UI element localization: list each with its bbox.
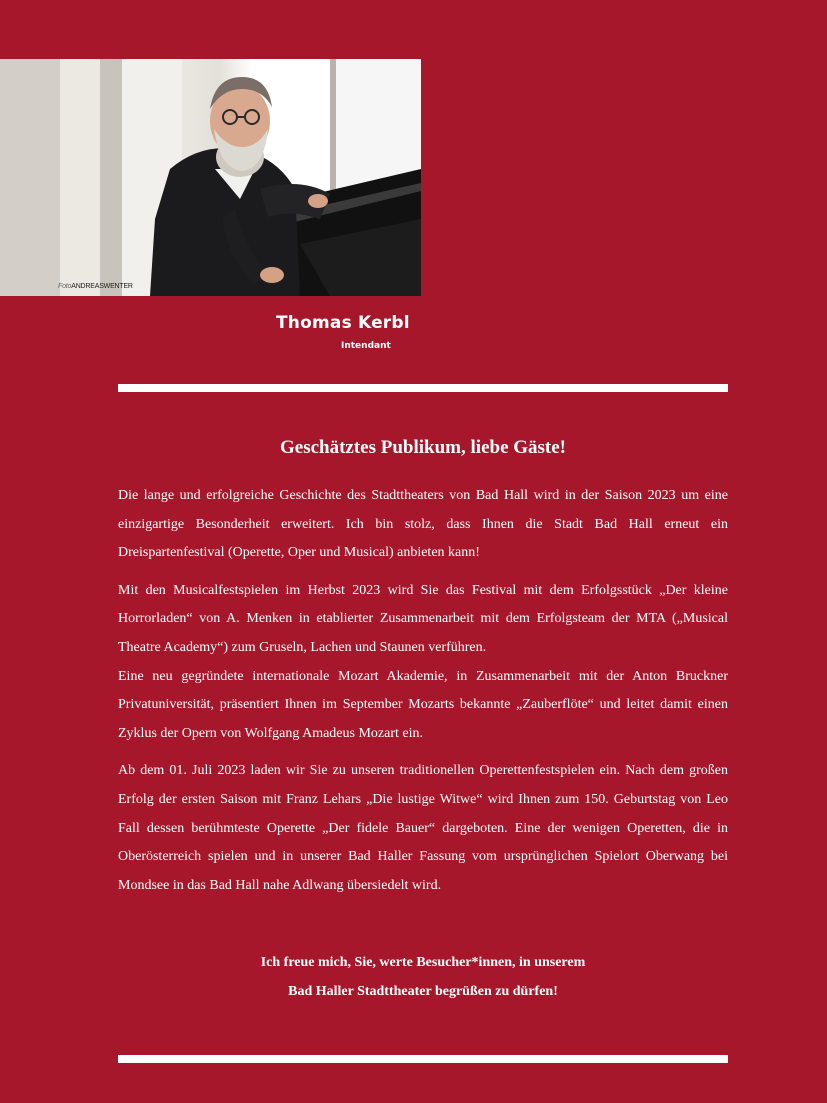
photo-credit (58, 283, 133, 290)
closing-line-2: Bad Haller Stadttheater begrüßen zu dürfen! (288, 984, 558, 999)
letter-paragraph: Eine neu gegründete internationale Mozart Akademie, in Zusammenarbeit mit der Anton Bruckner Privatuniversität, präsentiert Ihnen im September Mozarts bekannte „Zauberflöte“ und leitet damit einen Zyklus der Opern von Wolfgang Amadeus Mozart ein. (118, 668, 728, 741)
letter-paragraph: Ab dem 01. Juli 2023 laden wir Sie zu unseren traditionellen Operettenfestspielen ein. Nach dem großen Erfolg der ersten Saison mit Franz Lehars „Die lustige Witwe“ wird Ihnen zum 150. Geburtstag von Leo Fall dessen berühmteste Operette „Der fidele Bauer“ dargeboten. Eine der wenigen Operetten, die in Oberösterreich spielen und in unserer Bad Haller Fassung vom ursprünglichen Spielort Oberwang bei Mondsee in das Bad Hall nahe Adlwang übersiedelt wird. (118, 763, 728, 893)
person-role: Intendant (341, 341, 391, 351)
letter-paragraph: Die lange und erfolgreiche Geschichte des Stadttheaters von Bad Hall wird in der Saison 2023 um eine einzigartige Besonderheit erweitert. Ich bin stolz, dass Ihnen die Stadt Bad Hall erneut ein Dreispartenfestival (Operette, Oper und Musical) anbieten kann! (118, 488, 728, 561)
portrait-photo (0, 59, 421, 296)
photo-credit-name: ANDREASWENTER (71, 283, 133, 290)
portrait-illustration (0, 59, 421, 296)
person-name: Thomas Kerbl (276, 313, 410, 333)
letter-closing (118, 948, 728, 1006)
divider-top (118, 384, 728, 392)
letter-paragraph: Mit den Musicalfestspielen im Herbst 2023 wird Sie das Festival mit dem Erfolgsstück „Der kleine Horrorladen“ von A. Menken in etablierter Zusammenarbeit mit dem Erfolgsteam der MTA („Musical Theatre Academy“) zum Gruseln, Lachen und Staunen verführen. (118, 582, 728, 655)
photo-credit-label: Foto (58, 283, 72, 290)
divider-bottom (118, 1055, 728, 1063)
closing-line-1: Ich freue mich, Sie, werte Besucher*innen, in unserem (260, 955, 586, 970)
letter-headline: Geschätztes Publikum, liebe Gäste! (279, 437, 567, 458)
letter-body (118, 482, 728, 909)
